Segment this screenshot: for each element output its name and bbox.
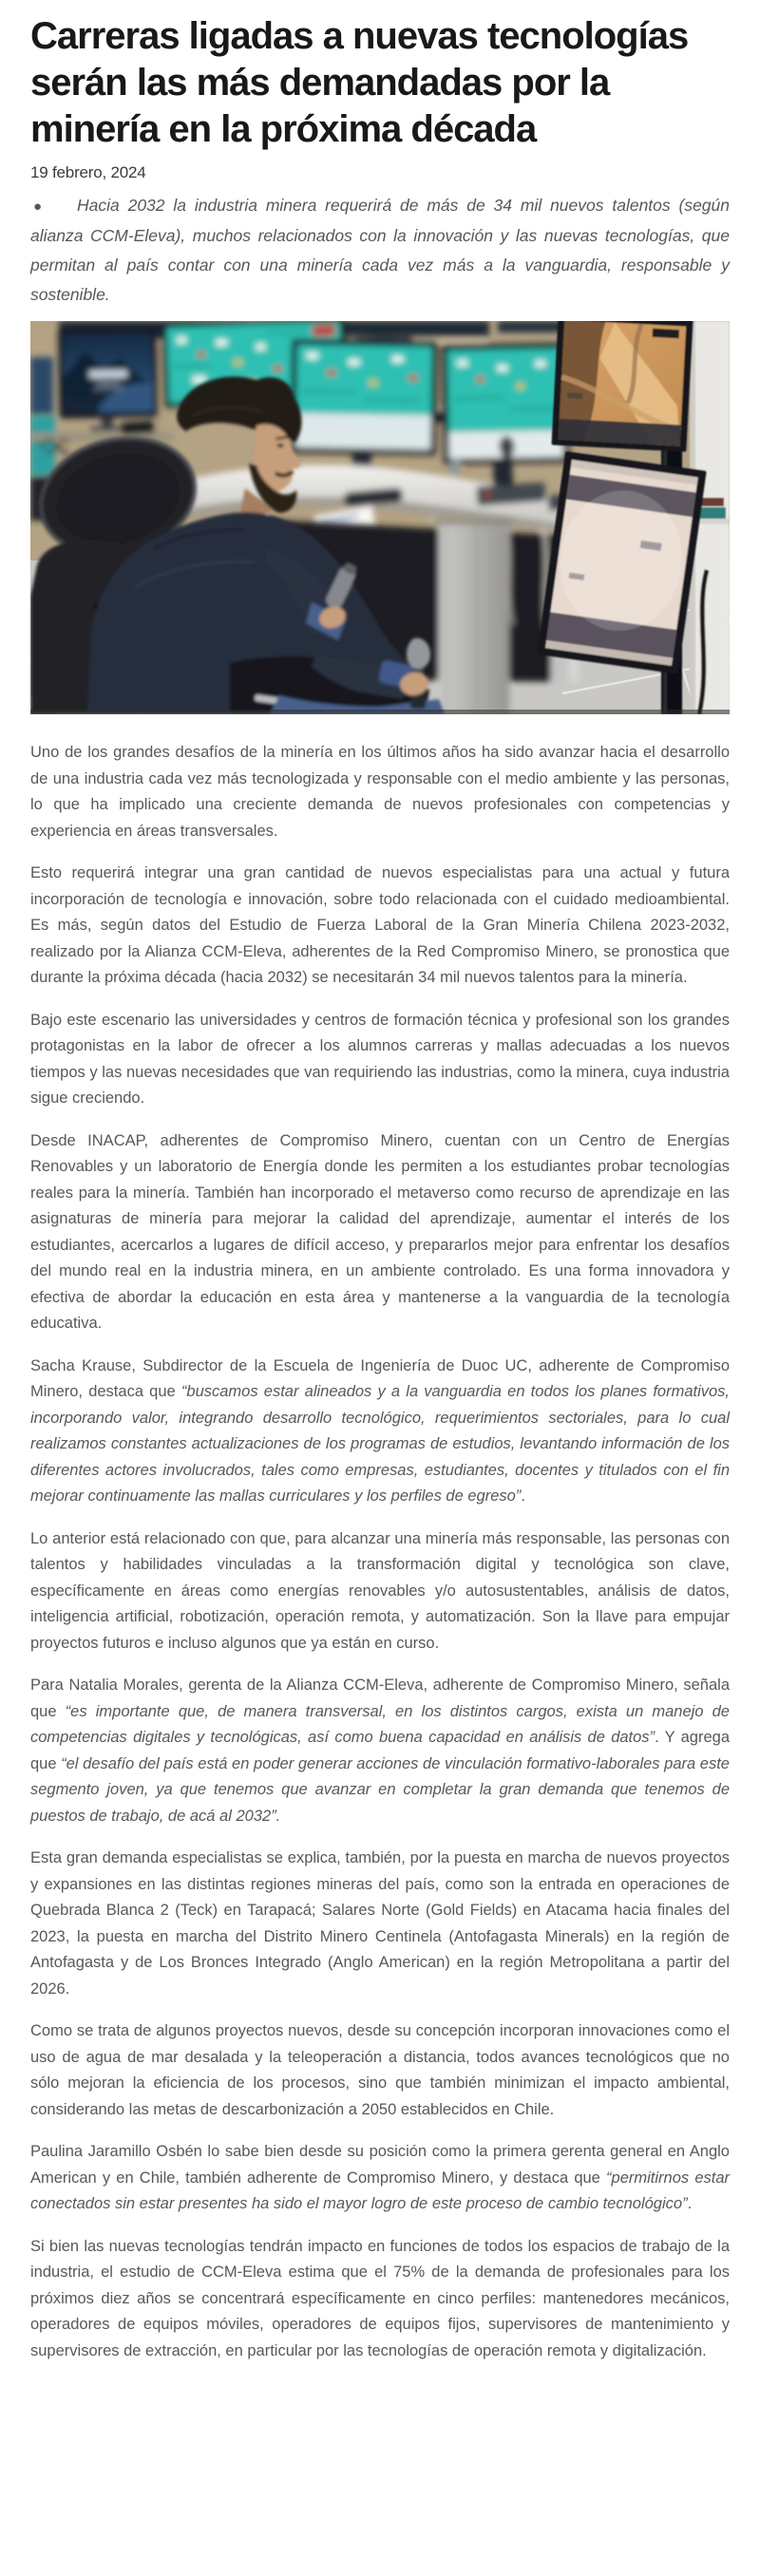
article-paragraph bbox=[30, 1673, 730, 1829]
paragraph-text-run: . bbox=[521, 1487, 525, 1505]
control-room-photo-svg bbox=[30, 321, 730, 714]
article-paragraph bbox=[30, 2234, 730, 2365]
photo-bottom-edge bbox=[30, 710, 730, 714]
page-title: Carreras ligadas a nuevas tecnologías serán las más demandadas por la minería en la próxima década bbox=[30, 15, 689, 150]
control-room-photo bbox=[30, 321, 730, 714]
article-paragraph bbox=[30, 1128, 730, 1337]
paragraph-text-run: Sacha Krause, Subdirector de la Escuela de Ingeniería de Duoc UC, adherente de Compromiso Minero, destaca que bbox=[30, 1356, 730, 1400]
photo-stacked-monitors bbox=[537, 321, 707, 714]
paragraph-text-run: “el desafío del país está en poder generar acciones de vinculación formativo-laborales para este segmento joven, ya que tenemos que avanzar en completar la gran demanda que tenemos de puestos de trabajo, de acá al 2032”. bbox=[30, 1754, 730, 1825]
paragraph-text-run: Si bien las nuevas tecnologías tendrán impacto en funciones de todos los espacios de trabajo de la industria, el estudio de CCM-Eleva estima que el 75% de la demanda de profesionales para los próximos diez años se concentrará específicamente en cinco perfiles: mantenedores mecánicos, operadores de equipos móviles, operadores de equipos fijos, supervisores de mantenimiento y supervisores de extracción, en particular por las tecnologías de operación remota y digitalización. bbox=[30, 2237, 730, 2359]
paragraph-text-run: Uno de los grandes desafíos de la minería en los últimos años ha sido avanzar hacia el desarrollo de una industria cada vez más tecnologizada y responsable con el medio ambiente y las personas, lo que ha implicado una creciente demanda de nuevos profesionales con competencias y experiencia en áreas transversales. bbox=[30, 744, 730, 840]
lead-text: Hacia 2032 la industria minera requerirá de más de 34 mil nuevos talentos (según alianza CCM-Eleva), muchos relacionados con la innovación y las nuevas tecnologías, que permitan al país contar con una minería cada vez más a la vanguardia, responsable y sostenible. bbox=[30, 196, 730, 304]
paragraph-text-run: Esto requerirá integrar una gran cantidad de nuevos especialistas para una actual y futura incorporación de tecnología e innovación, sobre todo relacionada con el cuidado medioambiental. Es más, según datos del Estudio de Fuerza Laboral de la Gran Minería Chilena 2023-2032, realizado por la Alianza CCM-Eleva, adherentes de la Red Compromiso Minero, se pronostica que durante la próxima década (hacia 2032) se necesitarán 34 mil nuevos talentos para la minería. bbox=[30, 864, 730, 986]
article-paragraph bbox=[30, 1008, 730, 1112]
paragraph-text-run: Para Natalia Morales, gerenta de la Alianza CCM-Eleva, adherente de Compromiso Minero, señala que bbox=[30, 1676, 730, 1720]
article-paragraph bbox=[30, 2139, 730, 2218]
paragraph-text-run: Lo anterior está relacionado con que, para alcanzar una minería más responsable, las personas con talentos y habilidades vinculadas a la transformación digital y tecnológica son clave, específicamente en áreas como energías renovables y/o autosustentables, análisis de datos, inteligencia artificial, robotización, operación remota, y automatización. Son la llave para empujar proyectos futuros e incluso algunos que ya están en curso. bbox=[30, 1529, 730, 1652]
paragraph-text-run: “permitirnos estar conectados sin estar presentes ha sido el mayor logro de este proceso de cambio tecnológico” bbox=[30, 2169, 731, 2212]
paragraph-text-run: “buscamos estar alineados y a la vanguardia en todos los planes formativos, incorporando valor, integrando desarrollo tecnológico, requerimientos sectoriales, para lo cual realizamos constantes actualizaciones de los programas de estudios, levantando información de los diferentes actores involucrados, tales como empresas, estudiantes, docentes y titulados con el fin mejorar continuamente las mallas curriculares y los perfiles de egreso” bbox=[30, 1383, 731, 1505]
paragraph-text-run: Esta gran demanda especialistas se explica, también, por la puesta en marcha de nuevos proyectos y expansiones en las distintas regiones mineras del país, como son la entrada en operaciones de Quebrada Blanca 2 (Teck) en Tarapacá; Salares Norte (Gold Fields) en Atacama hacia finales del 2023, la puesta en marcha del Distrito Minero Centinela (Antofagasta Minerals) en la región de Antofagasta y de Los Bronces Integrado (Anglo American) en la región Metropolitana a partir del 2026. bbox=[30, 1849, 730, 1998]
article-paragraph bbox=[30, 1526, 730, 1657]
article-paragraph bbox=[30, 2018, 730, 2123]
article-content bbox=[30, 13, 730, 2364]
article-date: 19 febrero, 2024 bbox=[30, 163, 146, 181]
article-paragraph bbox=[30, 740, 730, 844]
paragraph-text-run: Como se trata de algunos proyectos nuevos, desde su concepción incorporan innovaciones como el uso de agua de mar desalada y la teleoperación a distancia, todos avances tecnológicos que no sólo mejoran la eficiencia de los procesos, sino que también minimizan el impacto ambiental, considerando las metas de descarbonización a 2050 establecidos en Chile. bbox=[30, 2022, 730, 2118]
article-paragraph bbox=[30, 1846, 730, 2002]
paragraph-text-run: . bbox=[687, 2195, 693, 2212]
lead-paragraph bbox=[30, 191, 730, 310]
article-page bbox=[0, 13, 760, 2576]
article-body bbox=[30, 740, 730, 2364]
paragraph-text-run: . Y agrega que bbox=[30, 1729, 730, 1772]
paragraph-text-run: “es importante que, de manera transversal, en los distintos cargos, exista un manejo de competencias digitales y tecnológicas, así como buena capacidad en análisis de datos” bbox=[30, 1702, 730, 1746]
article-paragraph bbox=[30, 1354, 730, 1510]
photo-monitor-landscape bbox=[58, 328, 159, 432]
photo-monitor-webpage bbox=[537, 451, 707, 674]
photo-monitor-map bbox=[551, 321, 693, 452]
paragraph-text-run: Bajo este escenario las universidades y centros de formación técnica y profesional son los grandes protagonistas en la labor de ofrecer a los alumnos carreras y mallas adecuadas a los nuevos tiempos y las nuevas necesidades que van requiriendo las industrias, como la minera, cuya industria sigue creciendo. bbox=[30, 1011, 730, 1107]
paragraph-text-run: Desde INACAP, adherentes de Compromiso Minero, cuentan con un Centro de Energías Renovables y un laboratorio de Energía donde les permiten a los estudiantes probar tecnologías reales para la minería. También han incorporado el metaverso como recurso de aprendizaje en las asignaturas de minería para mejorar la calidad del aprendizaje, aumentar el interés de los estudiantes, acercarlos a lugares de difícil acceso, y prepararlos mejor para enfrentar los desafíos del mundo real en la industria minera, en un ambiente controlado. Es una forma innovadora y efectiva de abordar la educación en esta área y mantenerse a la vanguardia de la tecnología educativa. bbox=[30, 1131, 730, 1332]
paragraph-text-run: Paulina Jaramillo Osbén lo sabe bien desde su posición como la primera gerenta general en Anglo American y en Chile, también adherente de Compromiso Minero, y destaca que bbox=[30, 2143, 730, 2187]
article-paragraph bbox=[30, 861, 730, 992]
bullet-icon: ● bbox=[33, 199, 43, 215]
